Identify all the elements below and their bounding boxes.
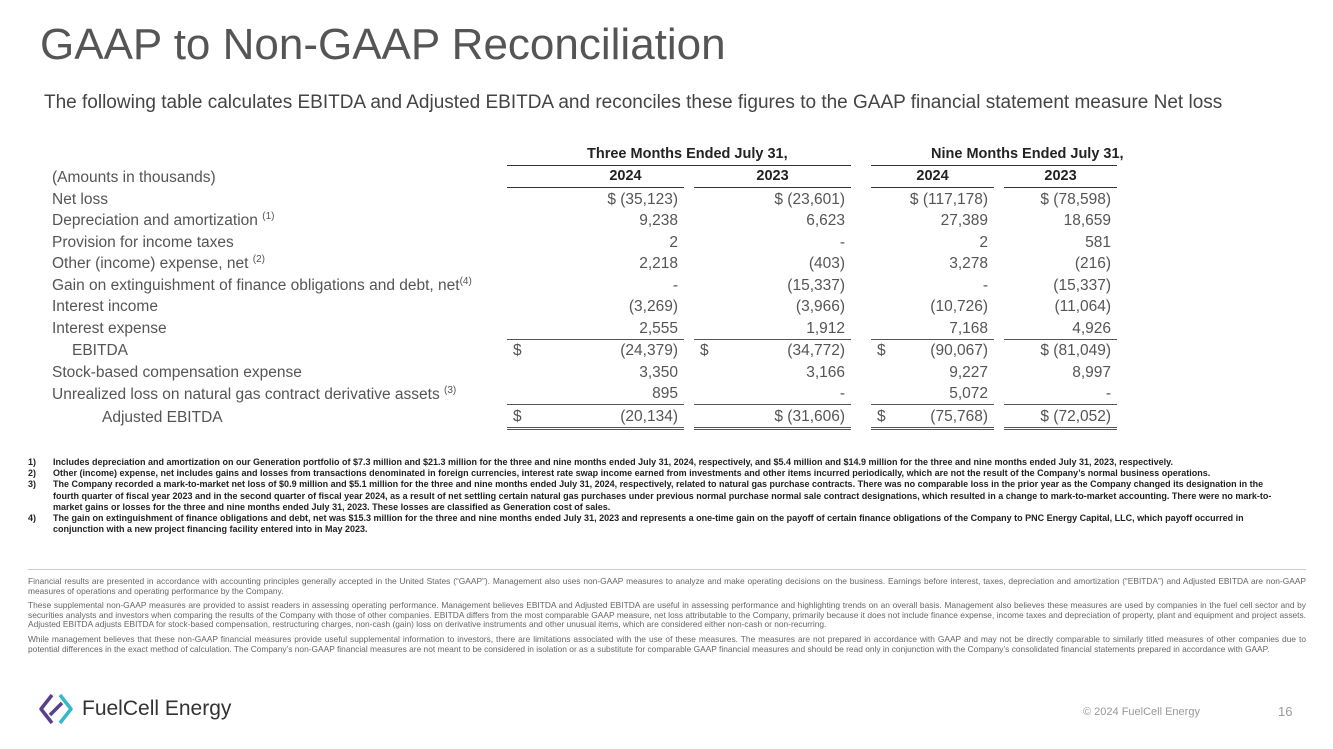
value-cell: $ (35,123) (607, 190, 678, 208)
value-cell: 6,623 (806, 212, 846, 229)
footnote-number: 2) (28, 468, 37, 479)
value-cell: $ (78,598) (1040, 190, 1112, 208)
units-label: (Amounts in thousands) (52, 168, 216, 186)
row-label: Unrealized loss on natural gas contract derivative assets (52, 385, 445, 403)
value-cell: (11,064) (1054, 298, 1112, 315)
footnote-text: Includes depreciation and amortization on our Generation portfolio of $7.3 million and $21.3 million for the three and nine months ended July 31, 2024, respectively, and $5.4 million and $14.9 million for the three and nine months ended July 31, 2023, respectively. (53, 457, 1173, 467)
currency-symbol: $ (877, 342, 886, 359)
value-cell: 18,659 (1063, 212, 1112, 229)
value-cell: 581 (1085, 233, 1112, 251)
value-cell: $ (23,601) (774, 190, 846, 208)
row-label: Net loss (52, 190, 108, 208)
table-row-ebitda (52, 339, 1117, 361)
footnote-number: 3) (28, 479, 37, 490)
footnote-number: 4) (28, 513, 37, 524)
value-cell: (20,134) (620, 407, 678, 425)
footnote-text: The gain on extinguishment of finance obligations and debt, net was $15.3 million for the three and nine months ended July 31, 2023 and represents a one-time gain on the payoff of certain finance obligations of the Company to PNC Energy Capital, LLC, which payoff occurred in conjunction with a new project financing facility entered into in May 2023. (53, 513, 1244, 535)
value-cell: 2,555 (507, 317, 684, 339)
value-cell: - (694, 383, 851, 405)
disclaimer-paragraph: While management believes that these non-GAAP financial measures provide useful supplemental information to investors, there are limitations associated with the use of these measures. The measures are not prepared in accordance with GAAP and may not be directly comparable to similarly titled measures of other companies due to potential differences in the exact method of calculation. The Company’s non-GAAP financial measures are not meant to be considered in isolation or as a substitute for comparable GAAP financial measures and should be read only in conjunction with the Company’s consolidated financial statements prepared in accordance with GAAP. (28, 633, 1306, 654)
value-cell: 2 (669, 233, 678, 251)
value-cell: 9,238 (639, 212, 678, 229)
value-cell: $ (81,049) (1040, 342, 1112, 359)
footnote (28, 513, 1290, 535)
table-row (52, 383, 1117, 405)
value-cell: - (982, 276, 989, 294)
table-row (52, 210, 1117, 232)
table-row (52, 274, 1117, 296)
value-cell: 7,168 (871, 317, 994, 339)
page-number: 16 (1278, 704, 1293, 719)
value-cell: 3,350 (639, 363, 678, 381)
row-label: Interest income (52, 298, 158, 315)
footnotes (28, 457, 1290, 535)
value-cell: 2 (979, 233, 989, 251)
footnote-ref: (2) (252, 253, 265, 265)
table-row-adjusted-ebitda (52, 405, 1117, 429)
value-cell: 8,997 (1072, 363, 1112, 381)
value-cell: - (672, 276, 678, 294)
fuelcell-logo-icon (38, 693, 74, 725)
page-subtitle: The following table calculates EBITDA and Adjusted EBITDA and reconciles these figures to the GAAP financial statement measure Net loss (44, 92, 1223, 113)
period-three-months: Three Months Ended July 31, (507, 144, 851, 166)
value-cell: (15,337) (787, 276, 846, 294)
row-label: Other (income) expense, net (52, 255, 253, 272)
disclaimer-paragraph: Financial results are presented in accordance with accounting principles generally accepted in the United States (“GAAP”). Management also uses non-GAAP measures to analyze and make operating decisions on the business. Earnings before interest, taxes, depreciation and amortization (“EBITDA”) and Adjusted EBITDA are non-GAAP measures of operations and operating performance by the Company. (28, 576, 1306, 596)
year-header-row (52, 166, 1117, 188)
value-cell: 1,912 (694, 317, 851, 339)
disclaimer-paragraph: These supplemental non-GAAP measures are provided to assist readers in assessing operating performance. Management believes EBITDA and Adjusted EBITDA are useful in assessing performance and highlighting trends on an overall basis. Management also believes these measures are used by companies in the fuel cell sector and by securities analysts and investors when comparing the results of the Company with those of other companies. EBITDA differs from the most comparable GAAP measure, net loss attributable to the Company, primarily because it does not include finance expense, income taxes and depreciation of property, plant and equipment and project assets. Adjusted EBITDA adjusts EBITDA for stock-based compensation, restructuring charges, non-cash (gain) loss on derivative instruments and other unusual items, which are considered either non-cash or non-recurring. (28, 600, 1306, 630)
table-row (52, 231, 1117, 253)
currency-symbol: $ (513, 407, 522, 425)
value-cell: 3,278 (949, 255, 989, 272)
period-nine-months: Nine Months Ended July 31, (871, 144, 1117, 166)
footnote (28, 468, 1290, 479)
value-cell: 4,926 (1004, 317, 1117, 339)
row-label: Provision for income taxes (52, 233, 234, 251)
footnote-ref: (3) (444, 384, 457, 396)
value-cell: $ (117,178) (909, 190, 989, 208)
value-cell: - (839, 233, 846, 251)
footnote-ref: (1) (262, 210, 275, 222)
year-col-3: 2024 (871, 166, 994, 188)
value-cell: (90,067) (930, 342, 989, 359)
logo-text: FuelCell Energy (82, 697, 232, 720)
footnote-number: 1) (28, 457, 37, 467)
row-label: Interest expense (52, 320, 167, 337)
value-cell: 27,389 (940, 212, 989, 229)
currency-symbol: $ (513, 342, 522, 359)
page-title: GAAP to Non-GAAP Reconciliation (40, 20, 726, 69)
divider (28, 569, 1306, 570)
footnote-text: The Company recorded a mark-to-market net loss of $0.9 million and $5.1 million for the three and nine months ended July 31, 2024, respectively, related to natural gas purchase contracts. There was no comparable loss in the prior year as the Company changed its designation in the fourth quarter of fiscal year 2023 and in the second quarter of fiscal year 2024, as a result of net settling certain natural gas purchases under previous normal purchase normal sale contract designations, which resulted in a change to mark-to-market accounting. There were no mark-to-market gains or losses for the three and nine months ended July 31, 2023. These losses are classified as Generation cost of sales. (53, 479, 1272, 512)
currency-symbol: $ (700, 342, 709, 359)
value-cell: (34,772) (787, 342, 846, 359)
value-cell: (3,269) (628, 298, 678, 315)
row-label: Gain on extinguishment of finance obligations and debt, net (52, 276, 460, 294)
year-col-2: 2023 (694, 166, 851, 188)
value-cell: (216) (1074, 255, 1112, 272)
value-cell: 3,166 (806, 363, 846, 381)
table-row (52, 361, 1117, 383)
value-cell: $ (31,606) (694, 405, 851, 429)
value-cell: (3,966) (795, 298, 846, 315)
row-label: Adjusted EBITDA (102, 409, 223, 426)
reconciliation-table (52, 144, 1124, 430)
table-row (52, 317, 1117, 339)
year-col-4: 2023 (1004, 166, 1117, 188)
footnote (28, 457, 1290, 468)
value-cell: (75,768) (930, 407, 989, 425)
footnote-ref: (4) (459, 275, 472, 287)
table-row (52, 296, 1117, 318)
value-cell: (403) (808, 255, 846, 272)
year-col-1: 2024 (507, 166, 684, 188)
value-cell: 2,218 (639, 255, 678, 272)
footnote (28, 479, 1290, 513)
table-row (52, 188, 1117, 210)
value-cell: (24,379) (620, 342, 678, 359)
company-logo (38, 693, 231, 725)
value-cell: (10,726) (930, 298, 989, 315)
value-cell: 895 (507, 383, 684, 405)
footnote-text: Other (income) expense, net includes gains and losses from transactions denominated in foreign currencies, interest rate swap income earned from investments and other items incurred periodically, which are not the result of the Company’s normal business operations. (53, 468, 1211, 479)
table-row (52, 253, 1117, 275)
disclaimer (28, 577, 1306, 659)
row-label: EBITDA (72, 342, 128, 359)
value-cell: - (1004, 383, 1117, 405)
value-cell: 5,072 (871, 383, 994, 405)
value-cell: $ (72,052) (1004, 405, 1117, 429)
value-cell: 9,227 (949, 363, 989, 381)
row-label: Depreciation and amortization (52, 212, 263, 229)
value-cell: (15,337) (1053, 276, 1112, 294)
row-label: Stock-based compensation expense (52, 363, 302, 381)
currency-symbol: $ (877, 407, 886, 425)
copyright: © 2024 FuelCell Energy (1083, 706, 1200, 718)
period-header-row (52, 144, 1117, 166)
